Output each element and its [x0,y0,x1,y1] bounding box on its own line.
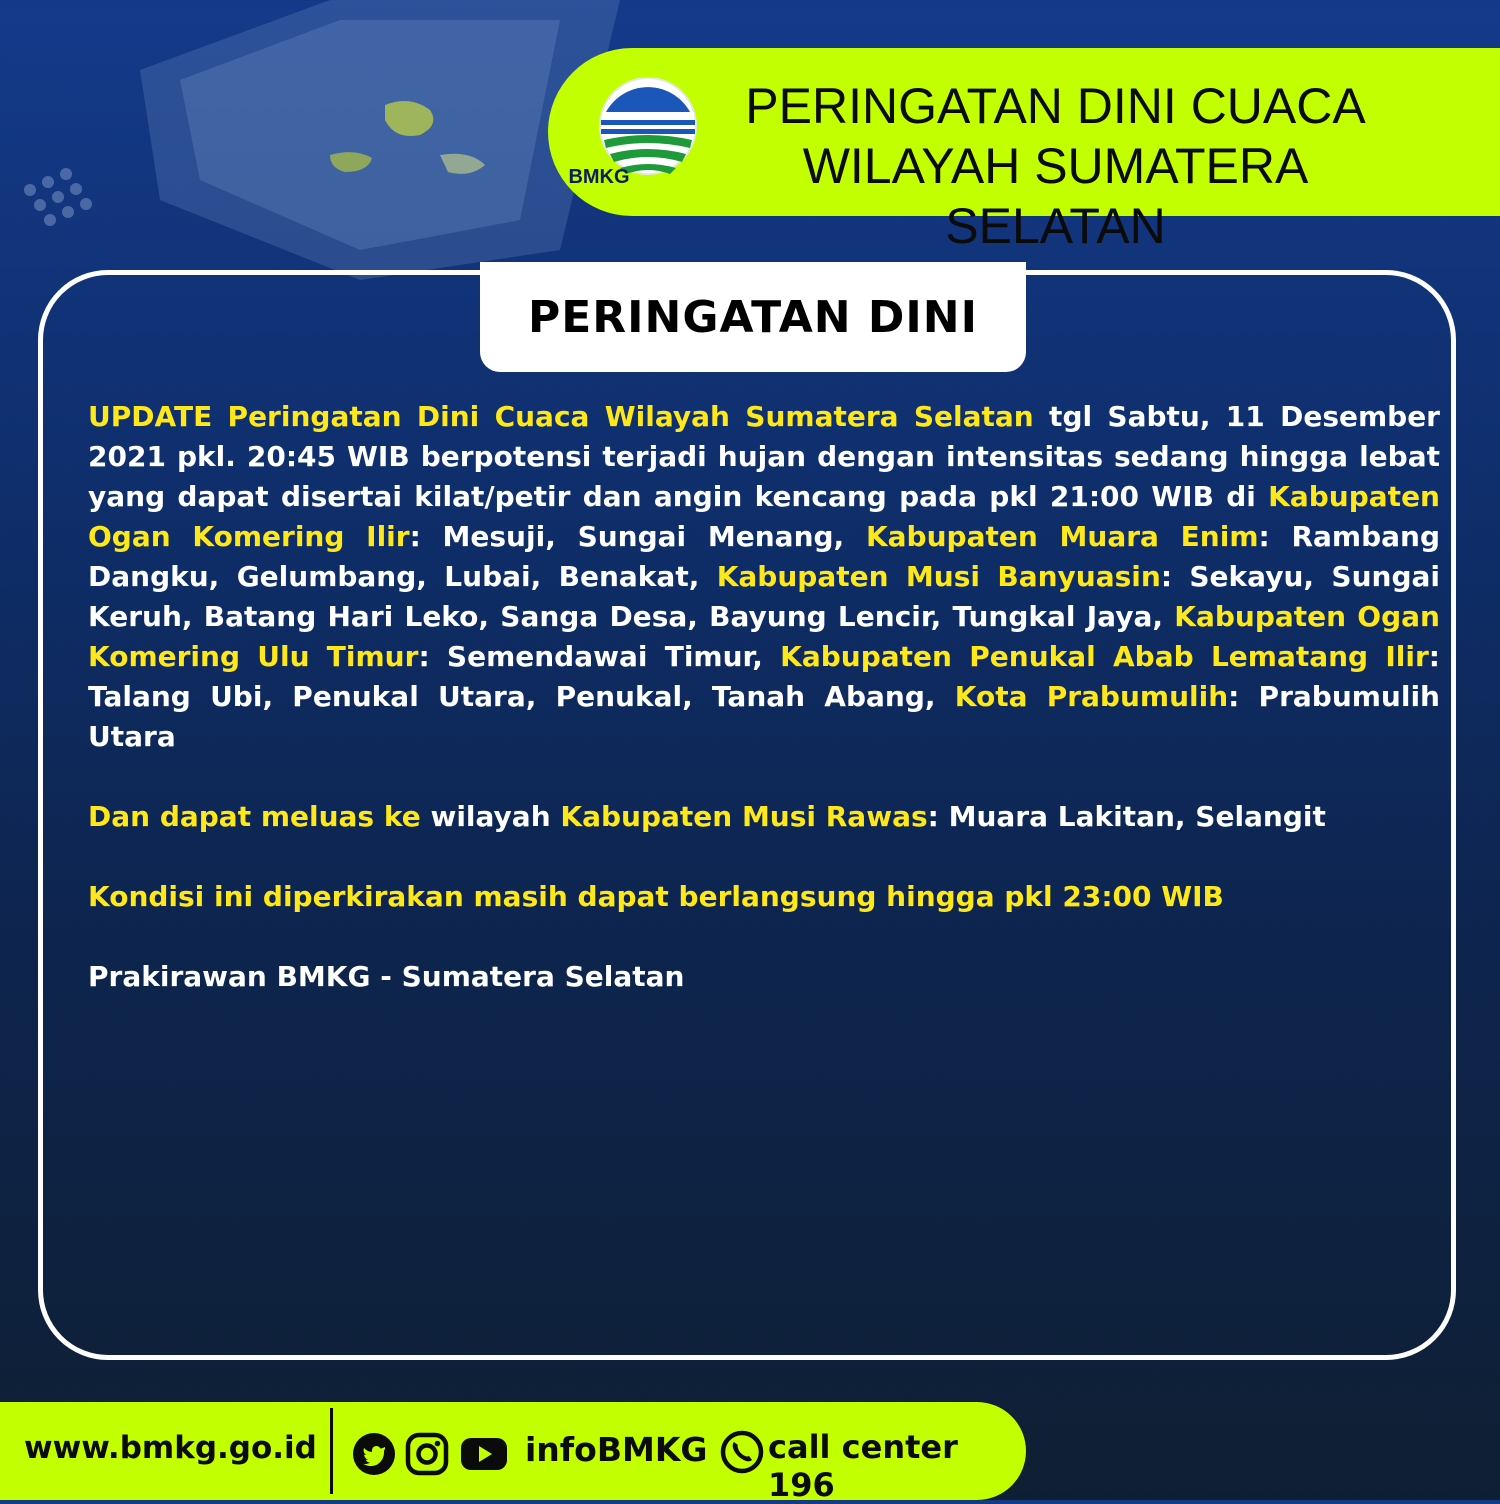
highlight-text: Kabupaten Musi Banyuasin [716,560,1161,593]
body-text: wilayah [420,800,561,833]
body-text: : Prabumulih Utara [88,680,1440,753]
highlight-text: Dan dapat meluas ke [88,800,421,833]
highlight-text: Kota Prabumulih [954,680,1229,713]
body-text: : Rambang Dangku, Gelumbang, Lubai, Benakat, [88,520,1440,593]
title-line-1: PERINGATAN DINI CUACA [745,78,1366,134]
logo-text: BMKG [568,166,630,188]
youtube-icon[interactable] [460,1434,508,1474]
body-text: : Talang Ubi, Penukal Utara, Penukal, Tanah Abang, [88,640,1440,713]
warning-paragraph-main [88,397,1440,757]
header-banner [548,48,1500,254]
body-text: tgl Sabtu, 11 Desember 2021 pkl. 20:45 WIB berpotensi terjadi hujan dengan intensitas sedang hingga lebat yang dapat disertai kilat/petir dan angin kencang pada pkl 21:00 WIB di [88,400,1440,513]
footer-bar [0,1402,1026,1504]
panel-title: PERINGATAN DINI [527,291,978,343]
warning-paragraph-duration: Kondisi ini diperkirakan masih dapat berlangsung hingga pkl 23:00 WIB [88,880,1224,913]
highlight-text: Kabupaten Ogan Komering Ulu Timur [88,600,1440,673]
body-text: : Muara Lakitan, Selangit [927,800,1326,833]
forecaster-signature: Prakirawan BMKG - Sumatera Selatan [88,960,685,993]
highlight-text: UPDATE Peringatan Dini Cuaca Wilayah Sumatera Selatan [88,400,1034,433]
highlight-text: Kabupaten Muara Enim [865,520,1259,553]
body-text: : Sekayu, Sungai Keruh, Batang Hari Leko, Sanga Desa, Bayung Lencir, Tungkal Jaya, [88,560,1440,633]
warning-paragraph-extension [88,797,1440,837]
panel-tab [480,262,1026,372]
highlight-text: Kabupaten Penukal Abab Lematang Ilir [780,640,1429,673]
call-center[interactable]: call center 196 [768,1428,958,1504]
footer-divider [330,1408,333,1494]
warning-content [88,397,1440,1037]
social-handle[interactable]: infoBMKG [525,1430,708,1469]
twitter-icon[interactable] [352,1432,396,1476]
body-text: : Mesuji, Sungai Menang, [409,520,866,553]
instagram-icon[interactable] [405,1432,449,1476]
highlight-text: Kabupaten Ogan Komering Ilir [88,480,1440,553]
body-text: : Semendawai Timur, [418,640,781,673]
highlight-text: Kabupaten Musi Rawas [560,800,928,833]
phone-icon[interactable] [720,1430,764,1474]
website-link[interactable]: www.bmkg.go.id [24,1430,317,1466]
title-line-2: WILAYAH SUMATERA SELATAN [802,138,1309,254]
page-title [703,76,1408,256]
